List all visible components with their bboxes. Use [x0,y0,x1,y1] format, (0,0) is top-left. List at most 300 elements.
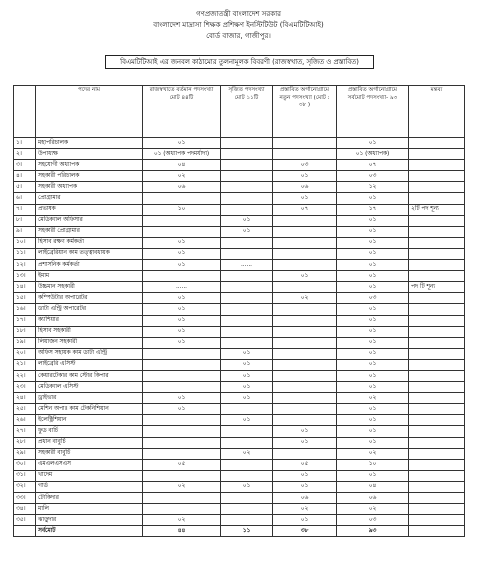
post-name-cell: লিয়াজন সহকারী [36,337,143,348]
post-name-cell: ইলেক্ট্রিশিয়ান [36,415,143,426]
remarks-cell [409,370,465,381]
new-posts-cell [273,260,337,271]
post-name-cell: কেয়ারটেকার কাম স্টোর কিপার [36,370,143,381]
table-row [14,470,465,481]
new-posts-cell [273,315,337,326]
revenue-posts-cell [143,448,221,459]
table-row [14,426,465,437]
serial-cell: ২১। [14,359,36,370]
created-posts-cell [221,437,273,448]
revenue-posts-cell: ০৫ [143,459,221,470]
new-posts-cell: ০১ [273,481,337,492]
new-posts-cell [273,326,337,337]
remarks-cell [409,326,465,337]
new-posts-cell: ০১ [273,271,337,282]
created-posts-cell [221,138,273,149]
serial-cell: ৩। [14,160,36,171]
revenue-posts-cell: ...... [143,282,221,293]
serial-cell: ১৭। [14,315,36,326]
col-header-serial [14,86,36,138]
table-row [14,504,465,515]
serial-cell: ৩২। [14,481,36,492]
post-name-cell: ফুড বার্চি [36,426,143,437]
revenue-posts-cell: ০১ [143,337,221,348]
col-header-new-posts: প্রস্তাবিত অর্গানোগ্রামে নতুন পদসংখ্যা (মোট : ৩৮ ) [273,86,337,138]
serial-cell: ১৯। [14,337,36,348]
remarks-cell [409,171,465,182]
revenue-posts-cell [143,359,221,370]
created-posts-cell: ০২ [221,448,273,459]
serial-cell: ৭। [14,204,36,215]
new-posts-cell [273,226,337,237]
table-row [14,171,465,182]
created-posts-cell: ০১ [221,226,273,237]
serial-cell: ১১। [14,248,36,259]
serial-cell: ৩১। [14,470,36,481]
created-posts-cell [221,282,273,293]
total-serial-cell [14,526,36,537]
created-posts-cell [221,182,273,193]
remarks-cell [409,470,465,481]
new-posts-cell [273,393,337,404]
manpower-table [13,85,465,537]
remarks-cell [409,293,465,304]
serial-cell: ২০। [14,348,36,359]
revenue-posts-cell [143,215,221,226]
new-posts-cell: ০১ [273,193,337,204]
table-row [14,193,465,204]
created-posts-cell: ০১ [221,370,273,381]
post-name-cell: ইমাম [36,271,143,282]
new-posts-cell: ০১ [273,171,337,182]
revenue-posts-cell [143,493,221,504]
revenue-posts-cell: ০১ [143,260,221,271]
new-posts-cell [273,138,337,149]
revenue-posts-cell: ০১ [143,304,221,315]
post-name-cell: মেডিক্যাল এসিস্ট [36,382,143,393]
post-name-cell: ক্যাশিয়ার [36,315,143,326]
col-header-remarks: মন্তব্য [409,86,465,138]
remarks-cell [409,237,465,248]
revenue-posts-cell: ০১ [143,138,221,149]
new-posts-cell: ০১ [273,515,337,526]
revenue-posts-cell: ০১ [143,248,221,259]
total-posts-cell: ০১ [337,470,409,481]
new-posts-cell [273,448,337,459]
total-posts-cell: ০১ [337,282,409,293]
remarks-cell [409,248,465,259]
new-posts-cell [273,248,337,259]
total-posts-cell: ০১ [337,237,409,248]
new-posts-cell: ০৬ [273,493,337,504]
total-posts-cell: ০৬ [337,493,409,504]
remarks-cell [409,393,465,404]
serial-cell: ২৩। [14,382,36,393]
table-row [14,515,465,526]
total-posts-cell: ০১ (অধ্যাপক) [337,149,409,160]
created-posts-cell [221,515,273,526]
total-posts-cell: ০৩ [337,515,409,526]
post-name-cell: লাইব্রেরি এসিস্ট [36,359,143,370]
post-name-cell: সহকারী অধ্যাপক [36,182,143,193]
created-posts-cell [221,237,273,248]
table-row [14,237,465,248]
total-revenue-cell: ৪৪ [143,526,221,537]
total-posts-cell: ০৪ [337,481,409,492]
table-row [14,282,465,293]
serial-cell: ২৪। [14,393,36,404]
table-row [14,348,465,359]
new-posts-cell: ০১ [273,437,337,448]
table-row [14,304,465,315]
total-new-cell: ৩৮ [273,526,337,537]
created-posts-cell: ০১ [221,415,273,426]
remarks-cell [409,459,465,470]
created-posts-cell [221,326,273,337]
serial-cell: ১৮। [14,326,36,337]
post-name-cell: উচ্চমান সহকারী [36,282,143,293]
remarks-cell [409,304,465,315]
table-row [14,315,465,326]
total-posts-cell: ০১ [337,138,409,149]
serial-cell: ২৬। [14,415,36,426]
remarks-cell [409,426,465,437]
serial-cell: ১০। [14,237,36,248]
total-posts-cell: ০১ [337,415,409,426]
new-posts-cell [273,282,337,293]
total-posts-cell: ০১ [337,304,409,315]
created-posts-cell: ০১ [221,382,273,393]
new-posts-cell [273,415,337,426]
post-name-cell: মালি [36,504,143,515]
post-name-cell: সহকারী বাবুর্চি [36,448,143,459]
serial-cell: ৪। [14,171,36,182]
total-posts-cell: ০১ [337,260,409,271]
total-posts-cell: ০১ [337,226,409,237]
serial-cell: ২। [14,149,36,160]
post-name-cell: গার্ড [36,481,143,492]
post-name-cell: এমএলএসএস [36,459,143,470]
total-posts-cell: ০২ [337,393,409,404]
serial-cell: ১২। [14,260,36,271]
table-row [14,337,465,348]
new-posts-cell: ০৩ [273,160,337,171]
remarks-cell [409,504,465,515]
new-posts-cell [273,237,337,248]
total-posts-cell: ০১ [337,337,409,348]
post-name-cell: সহকারী পরিচালক [36,171,143,182]
total-posts-cell: ০৭ [337,160,409,171]
remarks-cell [409,182,465,193]
revenue-posts-cell [143,271,221,282]
revenue-posts-cell: ০১ [143,326,221,337]
total-label-cell: সর্বমোট [36,526,143,537]
table-row [14,149,465,160]
serial-cell: ৮। [14,215,36,226]
total-row [14,526,465,537]
table-row [14,293,465,304]
table-row [14,215,465,226]
remarks-cell [409,415,465,426]
header-line-3: বোর্ড বাজার, গাজীপুর। [206,32,271,40]
table-row [14,393,465,404]
total-posts-cell: ০১ [337,326,409,337]
document-title: বিএমটিটিআই এর জনবল কাঠামোর তুলনামূলক বিবরণী (রাজস্বখাত, সৃজিত ও প্রস্তাবিত) [105,55,374,69]
total-posts-cell: ০১ [337,404,409,415]
post-name-cell: কম্পিউটার অপারেটর [36,293,143,304]
serial-cell: ৯। [14,226,36,237]
remarks-cell [409,448,465,459]
revenue-posts-cell: ০২ [143,171,221,182]
new-posts-cell: ০১ [273,470,337,481]
table-row [14,248,465,259]
post-name-cell: হিসাব রক্ষণ কর্মকর্তা [36,237,143,248]
revenue-posts-cell: ০১ [143,293,221,304]
serial-cell: ১৬। [14,304,36,315]
post-name-cell: খাদেম [36,470,143,481]
new-posts-cell: ০৬ [273,182,337,193]
serial-cell: ২৮। [14,437,36,448]
total-posts-cell: ০১ [337,370,409,381]
revenue-posts-cell [143,348,221,359]
created-posts-cell: ০১ [221,359,273,370]
total-posts-cell: ০১ [337,359,409,370]
total-posts-cell: ১২ [337,182,409,193]
table-row [14,226,465,237]
serial-cell: ৬। [14,193,36,204]
new-posts-cell [273,337,337,348]
revenue-posts-cell [143,226,221,237]
new-posts-cell: ০১ [273,426,337,437]
serial-cell: ৩৫। [14,515,36,526]
remarks-cell [409,138,465,149]
serial-cell: ২৯। [14,448,36,459]
created-posts-cell [221,304,273,315]
serial-cell: ১৩। [14,271,36,282]
created-posts-cell: ০১ [221,215,273,226]
post-name-cell: প্রধান বাবুর্চি [36,437,143,448]
total-total-cell: ৯৩ [337,526,409,537]
total-posts-cell: ০১ [337,248,409,259]
post-name-cell: ডাটা এন্ট্রি অপারেটর [36,304,143,315]
created-posts-cell [221,337,273,348]
table-row [14,138,465,149]
new-posts-cell: ০২ [273,504,337,515]
revenue-posts-cell: ০১ [143,404,221,415]
created-posts-cell [221,315,273,326]
post-name-cell: প্রোগ্রামার [36,193,143,204]
created-posts-cell [221,459,273,470]
post-name-cell: অফিস সহায়ক কাম ডাটা এন্ট্রি [36,348,143,359]
remarks-cell: ২টি পদ শূন্য [409,204,465,215]
total-remarks-cell [409,526,465,537]
post-name-cell: লাইব্রেরিয়ান কাম তত্ত্বাবধায়ক [36,248,143,259]
revenue-posts-cell: ০২ [143,481,221,492]
remarks-cell [409,382,465,393]
remarks-cell [409,359,465,370]
revenue-posts-cell: ০১ [143,237,221,248]
revenue-posts-cell: ০১ [143,315,221,326]
created-posts-cell [221,271,273,282]
post-name-cell: মেশিন অপাঃ কাম টেকনিশিয়ান [36,404,143,415]
table-row [14,415,465,426]
total-posts-cell: ০৩ [337,293,409,304]
created-posts-cell: ...... [221,260,273,271]
serial-cell: ১৪। [14,282,36,293]
table-row [14,404,465,415]
table-header-row [14,86,465,138]
new-posts-cell [273,404,337,415]
total-posts-cell: ১০ [337,459,409,470]
post-name-cell: উপাধ্যক্ষ [36,149,143,160]
total-posts-cell: ০১ [337,382,409,393]
revenue-posts-cell: ০১ [143,393,221,404]
post-name-cell: হিসাব সহকারী [36,326,143,337]
post-name-cell: সহকারী প্রোগ্রামার [36,226,143,237]
created-posts-cell [221,504,273,515]
new-posts-cell: ০৫ [273,459,337,470]
revenue-posts-cell: ০৬ [143,182,221,193]
created-posts-cell [221,426,273,437]
total-posts-cell: ০১ [337,437,409,448]
table-row [14,204,465,215]
remarks-cell [409,149,465,160]
total-posts-cell: ০১ [337,271,409,282]
remarks-cell: পদ টি শূন্য [409,282,465,293]
remarks-cell [409,260,465,271]
new-posts-cell: ০২ [273,293,337,304]
table-row [14,382,465,393]
total-posts-cell: ০৩ [337,171,409,182]
serial-cell: ৫। [14,182,36,193]
new-posts-cell [273,304,337,315]
serial-cell: ৩৪। [14,504,36,515]
serial-cell: ১৫। [14,293,36,304]
table-row [14,448,465,459]
new-posts-cell [273,359,337,370]
revenue-posts-cell: ০১ (অধ্যাপক পদমর্যাদা) [143,149,221,160]
revenue-posts-cell [143,370,221,381]
remarks-cell [409,493,465,504]
post-name-cell: ঝাড়ুদার [36,515,143,526]
serial-cell: ২৭। [14,426,36,437]
revenue-posts-cell [143,382,221,393]
table-row [14,260,465,271]
total-posts-cell: ০২ [337,504,409,515]
table-row [14,359,465,370]
table-row [14,160,465,171]
col-header-post-name: পদের নাম [36,86,143,138]
revenue-posts-cell: ১০ [143,204,221,215]
created-posts-cell [221,193,273,204]
post-name-cell: মহাপরিচালক [36,138,143,149]
table-row [14,182,465,193]
remarks-cell [409,226,465,237]
serial-cell: ১। [14,138,36,149]
total-posts-cell: ০১ [337,193,409,204]
created-posts-cell [221,204,273,215]
header-line-2: বাংলাদেশ মাদ্রাসা শিক্ষক প্রশিক্ষণ ইনস্টিটিউট (বিএমটিটিআই) [153,21,324,29]
post-name-cell: সহযোগী অধ্যাপক [36,160,143,171]
revenue-posts-cell [143,426,221,437]
remarks-cell [409,193,465,204]
remarks-cell [409,271,465,282]
total-created-cell: ১১ [221,526,273,537]
remarks-cell [409,515,465,526]
total-posts-cell: ০২ [337,448,409,459]
table-row [14,271,465,282]
col-header-total-posts: প্রস্তাবিত অর্গানোগ্রামে সর্বমোট পদসংখ্যা- ৯৩ [337,86,409,138]
table-row [14,459,465,470]
remarks-cell [409,337,465,348]
total-posts-cell: ০১ [337,426,409,437]
created-posts-cell [221,149,273,160]
remarks-cell [409,481,465,492]
created-posts-cell [221,404,273,415]
total-posts-cell: ০১ [337,315,409,326]
revenue-posts-cell [143,437,221,448]
total-posts-cell: ১৭ [337,204,409,215]
created-posts-cell [221,293,273,304]
created-posts-cell [221,171,273,182]
serial-cell: ৩৩। [14,493,36,504]
post-name-cell: প্রশাসনিক কর্মকর্তা [36,260,143,271]
created-posts-cell [221,248,273,259]
revenue-posts-cell [143,470,221,481]
post-name-cell: টোকিদার [36,493,143,504]
revenue-posts-cell [143,415,221,426]
remarks-cell [409,437,465,448]
remarks-cell [409,404,465,415]
new-posts-cell [273,348,337,359]
serial-cell: ৩০। [14,459,36,470]
col-header-revenue-posts: রাজস্বখাতে বর্তমান পদসংখ্যা মোট ৪৪টি [143,86,221,138]
new-posts-cell [273,382,337,393]
post-name-cell: মেডিক্যাল অফিসার [36,215,143,226]
created-posts-cell [221,493,273,504]
table-row [14,481,465,492]
serial-cell: ২৫। [14,404,36,415]
created-posts-cell: ০১ [221,348,273,359]
table-body [14,138,465,537]
created-posts-cell: ০১ [221,393,273,404]
total-posts-cell: ০১ [337,348,409,359]
new-posts-cell [273,149,337,160]
revenue-posts-cell [143,504,221,515]
table-row [14,493,465,504]
revenue-posts-cell [143,193,221,204]
table-row [14,437,465,448]
table-row [14,326,465,337]
revenue-posts-cell: ০২ [143,515,221,526]
total-posts-cell: ০১ [337,215,409,226]
revenue-posts-cell: ০৪ [143,160,221,171]
remarks-cell [409,315,465,326]
table-row [14,370,465,381]
post-name-cell: ড্রাইভার [36,393,143,404]
post-name-cell: প্রভাষক [36,204,143,215]
new-posts-cell: ০৭ [273,204,337,215]
created-posts-cell [221,470,273,481]
remarks-cell [409,160,465,171]
remarks-cell [409,215,465,226]
remarks-cell [409,348,465,359]
serial-cell: ২২। [14,370,36,381]
new-posts-cell [273,370,337,381]
header-line-1: গণপ্রজাতন্ত্রী বাংলাদেশ সরকার [196,10,281,18]
created-posts-cell: ০১ [221,481,273,492]
col-header-created-posts: সৃজিত পদসংখ্যা মোট ১১টি [221,86,273,138]
